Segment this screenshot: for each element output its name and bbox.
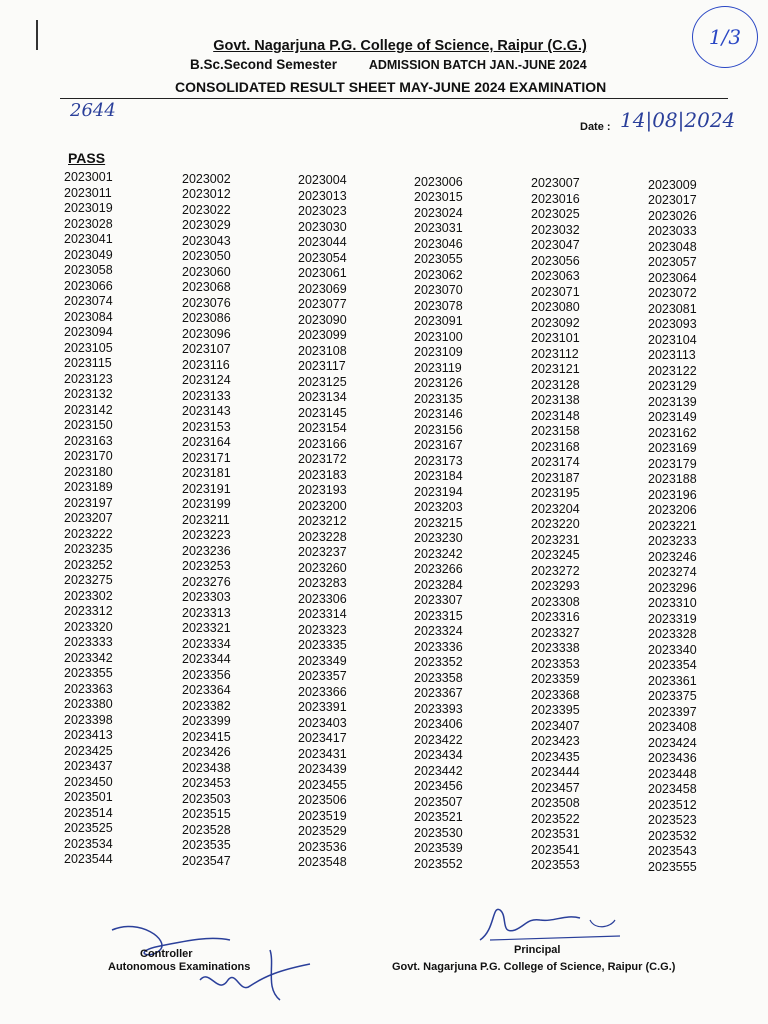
- roll-number: 2023380: [64, 697, 113, 711]
- roll-number: 2023541: [531, 842, 580, 857]
- roll-number: 2023011: [64, 185, 112, 200]
- roll-number: 2023552: [414, 856, 463, 871]
- roll-number: 2023122: [648, 363, 697, 378]
- roll-number: 2023437: [64, 759, 113, 773]
- roll-number: 2023109: [414, 345, 463, 359]
- roll-number: 2023058: [64, 263, 113, 277]
- roll-number: 2023062: [414, 267, 463, 282]
- roll-number: 2023077: [298, 297, 347, 311]
- roll-number: 2023055: [414, 252, 463, 266]
- roll-number: 2023057: [648, 255, 697, 269]
- roll-number: 2023132: [64, 387, 113, 401]
- handwritten-count: 2644: [70, 100, 116, 121]
- roll-number: 2023031: [414, 221, 463, 235]
- roll-column: [182, 172, 292, 870]
- roll-number: 2023547: [182, 853, 231, 868]
- roll-number: 2023539: [414, 841, 463, 855]
- roll-number: 2023001: [64, 170, 113, 184]
- roll-number: 2023080: [531, 300, 580, 314]
- roll-number: 2023149: [648, 410, 697, 424]
- roll-number: 2023050: [182, 249, 231, 263]
- roll-number: 2023253: [182, 559, 231, 573]
- roll-number: 2023084: [64, 309, 113, 324]
- roll-number: 2023139: [648, 394, 697, 409]
- roll-number: 2023395: [531, 703, 580, 717]
- roll-number: 2023026: [648, 208, 697, 223]
- roll-number: 2023439: [298, 762, 347, 776]
- roll-number: 2023183: [298, 467, 347, 482]
- roll-number: 2023104: [648, 332, 697, 347]
- roll-number: 2023354: [648, 658, 697, 672]
- roll-number: 2023521: [414, 810, 463, 824]
- roll-number: 2023076: [182, 295, 231, 310]
- roll-number: 2023230: [414, 531, 463, 545]
- date-label: Date :: [580, 121, 611, 133]
- roll-number: 2023426: [182, 745, 231, 759]
- roll-number: 2023512: [648, 797, 697, 812]
- roll-number: 2023056: [531, 253, 580, 268]
- roll-number: 2023391: [298, 700, 347, 714]
- roll-number: 2023431: [298, 746, 347, 761]
- roll-number: 2023170: [64, 449, 113, 463]
- roll-number: 2023522: [531, 811, 580, 826]
- roll-number: 2023164: [182, 435, 231, 449]
- roll-number: 2023507: [414, 794, 463, 809]
- roll-number: 2023015: [414, 190, 463, 204]
- roll-number: 2023310: [648, 596, 697, 610]
- roll-number: 2023358: [414, 670, 463, 685]
- roll-number: 2023355: [64, 666, 113, 680]
- roll-number: 2023203: [414, 500, 463, 514]
- roll-number: 2023434: [414, 748, 463, 762]
- roll-number: 2023081: [648, 301, 697, 316]
- roll-number: 2023423: [531, 734, 580, 748]
- roll-number: 2023382: [182, 698, 231, 713]
- roll-number: 2023138: [531, 393, 580, 407]
- roll-number: 2023338: [531, 641, 580, 655]
- roll-number: 2023022: [182, 202, 231, 217]
- page-number: 1/3: [708, 25, 742, 49]
- roll-number: 2023113: [648, 348, 696, 362]
- roll-number: 2023074: [64, 294, 113, 308]
- roll-number: 2023156: [414, 422, 463, 437]
- roll-number: 2023413: [64, 728, 113, 742]
- roll-number: 2023364: [182, 683, 231, 697]
- roll-number: 2023375: [648, 689, 697, 703]
- roll-number: 2023006: [414, 174, 463, 189]
- roll-number: 2023366: [298, 684, 347, 699]
- header-divider: [60, 98, 728, 99]
- pass-section-label: PASS: [68, 150, 106, 166]
- roll-number: 2023169: [648, 441, 697, 455]
- principal-title: Principal: [514, 944, 561, 956]
- roll-number: 2023252: [64, 557, 113, 572]
- roll-number: 2023091: [414, 314, 463, 328]
- roll-number: 2023363: [64, 681, 113, 696]
- sheet-title: CONSOLIDATED RESULT SHEET MAY-JUNE 2024 EXAMINATION: [175, 79, 607, 95]
- roll-number: 2023101: [531, 331, 580, 345]
- roll-number: 2023078: [414, 298, 463, 313]
- roll-number: 2023179: [648, 456, 697, 471]
- roll-number: 2023544: [64, 852, 113, 866]
- roll-number: 2023302: [64, 588, 113, 603]
- roll-number: 2023458: [648, 782, 697, 796]
- roll-number: 2023444: [531, 765, 580, 779]
- roll-number: 2023334: [182, 636, 231, 651]
- roll-number: 2023093: [648, 317, 697, 331]
- roll-number: 2023523: [648, 813, 697, 827]
- roll-number: 2023367: [414, 686, 463, 700]
- roll-number: 2023361: [648, 673, 697, 688]
- roll-number: 2023245: [531, 548, 580, 562]
- roll-number: 2023154: [298, 421, 347, 435]
- roll-number: 2023236: [182, 543, 231, 558]
- roll-number: 2023024: [414, 205, 463, 220]
- roll-number: 2023199: [182, 497, 231, 511]
- roll-number: 2023303: [182, 590, 231, 604]
- roll-number: 2023007: [531, 176, 580, 190]
- roll-number: 2023096: [182, 326, 231, 341]
- roll-number: 2023222: [64, 526, 113, 541]
- roll-number: 2023174: [531, 455, 580, 469]
- roll-number: 2023146: [414, 407, 463, 421]
- roll-number: 2023033: [648, 224, 697, 238]
- roll-number: 2023327: [531, 625, 580, 640]
- roll-number: 2023181: [182, 466, 231, 480]
- roll-number: 2023246: [648, 549, 697, 564]
- roll-number: 2023260: [298, 560, 347, 575]
- roll-number: 2023133: [182, 388, 231, 403]
- roll-number: 2023316: [531, 610, 580, 624]
- handwritten-date: 14|08|2024: [620, 108, 736, 132]
- roll-column: [648, 178, 758, 876]
- roll-number: 2023534: [64, 836, 113, 851]
- roll-number: 2023525: [64, 821, 113, 835]
- roll-number: 2023204: [531, 501, 580, 516]
- roll-number: 2023425: [64, 743, 113, 758]
- roll-number: 2023066: [64, 278, 113, 293]
- roll-number: 2023503: [182, 791, 231, 806]
- roll-number: 2023134: [298, 390, 347, 404]
- roll-number: 2023105: [64, 340, 113, 355]
- roll-number: 2023119: [414, 360, 462, 375]
- roll-number: 2023195: [531, 486, 580, 500]
- roll-number: 2023456: [414, 779, 463, 793]
- roll-number: 2023128: [531, 377, 580, 392]
- roll-number: 2023030: [298, 219, 347, 234]
- roll-number: 2023543: [648, 844, 697, 858]
- roll-number: 2023442: [414, 763, 463, 778]
- principal-signature: [470, 890, 630, 950]
- roll-number: 2023049: [64, 247, 113, 262]
- roll-number: 2023117: [298, 359, 346, 373]
- roll-number: 2023397: [648, 704, 697, 719]
- subheader: [190, 57, 710, 72]
- roll-number: 2023017: [648, 193, 697, 207]
- roll-number: 2023069: [298, 281, 347, 296]
- roll-number: 2023356: [182, 667, 231, 682]
- roll-number: 2023123: [64, 371, 113, 386]
- roll-number: 2023206: [648, 503, 697, 517]
- roll-number: 2023528: [182, 822, 231, 837]
- roll-number: 2023211: [182, 512, 230, 527]
- roll-number: 2023415: [182, 729, 231, 744]
- roll-number: 2023071: [531, 284, 580, 299]
- roll-number: 2023321: [182, 621, 231, 635]
- roll-number: 2023323: [298, 622, 347, 637]
- roll-number: 2023153: [182, 419, 231, 434]
- roll-number: 2023274: [648, 565, 697, 579]
- roll-number: 2023004: [298, 173, 347, 187]
- roll-number: 2023061: [298, 266, 347, 280]
- roll-number: 2023072: [648, 286, 697, 300]
- roll-number: 2023167: [414, 438, 463, 452]
- roll-number: 2023142: [64, 402, 113, 417]
- roll-number: 2023019: [64, 201, 113, 215]
- roll-number: 2023223: [182, 528, 231, 542]
- principal-block: [392, 942, 675, 976]
- roll-number: 2023532: [648, 828, 697, 843]
- roll-number: 2023312: [64, 604, 113, 618]
- roll-number: 2023188: [648, 472, 697, 486]
- roll-number: 2023099: [298, 328, 347, 342]
- roll-number: 2023314: [298, 607, 347, 621]
- roll-number: 2023422: [414, 732, 463, 747]
- roll-number: 2023124: [182, 373, 231, 387]
- margin-mark: [36, 20, 38, 50]
- roll-number: 2023398: [64, 712, 113, 727]
- roll-number: 2023041: [64, 232, 113, 246]
- roll-number: 2023536: [298, 839, 347, 854]
- roll-number: 2023231: [531, 532, 580, 547]
- roll-number: 2023296: [648, 580, 697, 595]
- roll-number: 2023212: [298, 514, 347, 528]
- roll-number: 2023108: [298, 343, 347, 358]
- roll-number: 2023023: [298, 204, 347, 218]
- roll-number: 2023166: [298, 436, 347, 451]
- roll-number: 2023368: [531, 687, 580, 702]
- roll-number: 2023283: [298, 576, 347, 590]
- roll-number: 2023112: [531, 346, 579, 361]
- roll-number: 2023407: [531, 718, 580, 733]
- roll-number: 2023032: [531, 222, 580, 237]
- roll-number: 2023393: [414, 701, 463, 716]
- roll-number: 2023060: [182, 264, 231, 279]
- roll-number: 2023233: [648, 534, 697, 548]
- roll-number: 2023530: [414, 825, 463, 840]
- roll-column: [64, 170, 174, 868]
- roll-number: 2023342: [64, 650, 113, 665]
- roll-number: 2023187: [531, 470, 580, 485]
- roll-number: 2023519: [298, 808, 347, 823]
- roll-number: 2023135: [414, 391, 463, 406]
- college-name: Govt. Nagarjuna P.G. College of Science, Raipur (C.G.): [213, 38, 587, 54]
- roll-number: 2023121: [531, 362, 580, 376]
- roll-number: 2023196: [648, 487, 697, 502]
- roll-number: 2023353: [531, 656, 580, 671]
- roll-number: 2023145: [298, 405, 347, 420]
- roll-number: 2023168: [531, 439, 580, 454]
- roll-number: 2023436: [648, 751, 697, 765]
- roll-number: 2023173: [414, 453, 463, 468]
- roll-number: 2023276: [182, 574, 231, 589]
- roll-number: 2023450: [64, 774, 113, 789]
- roll-number: 2023158: [531, 424, 580, 438]
- roll-number: 2023070: [414, 283, 463, 297]
- roll-number: 2023163: [64, 433, 113, 448]
- roll-number-grid: [64, 170, 724, 874]
- roll-number: 2023315: [414, 608, 463, 623]
- roll-number: 2023215: [414, 515, 463, 530]
- roll-number: 2023094: [64, 325, 113, 339]
- roll-number: 2023228: [298, 529, 347, 544]
- roll-number: 2023237: [298, 545, 347, 559]
- roll-number: 2023002: [182, 171, 231, 186]
- roll-number: 2023016: [531, 191, 580, 206]
- roll-number: 2023408: [648, 720, 697, 734]
- roll-number: 2023148: [531, 408, 580, 423]
- roll-number: 2023406: [414, 717, 463, 731]
- roll-number: 2023090: [298, 312, 347, 327]
- roll-number: 2023221: [648, 518, 697, 533]
- roll-number: 2023352: [414, 655, 463, 669]
- roll-number: 2023328: [648, 627, 697, 641]
- roll-number: 2023197: [64, 495, 113, 510]
- roll-number: 2023194: [414, 484, 463, 499]
- roll-number: 2023044: [298, 235, 347, 249]
- roll-number: 2023531: [531, 827, 580, 841]
- roll-number: 2023399: [182, 714, 231, 728]
- roll-number: 2023448: [648, 766, 697, 781]
- roll-number: 2023063: [531, 269, 580, 283]
- roll-number: 2023107: [182, 342, 231, 356]
- roll-number: 2023272: [531, 563, 580, 578]
- roll-number: 2023048: [648, 239, 697, 254]
- roll-column: [414, 175, 524, 873]
- roll-number: 2023054: [298, 250, 347, 265]
- roll-number: 2023555: [648, 859, 697, 874]
- roll-number: 2023553: [531, 858, 580, 872]
- roll-number: 2023126: [414, 376, 463, 390]
- semester-label: B.Sc.Second Semester: [190, 57, 338, 72]
- roll-number: 2023453: [182, 776, 231, 790]
- roll-number: 2023457: [531, 780, 580, 795]
- roll-number: 2023548: [298, 855, 347, 869]
- roll-number: 2023515: [182, 807, 231, 821]
- roll-number: 2023324: [414, 624, 463, 638]
- roll-number: 2023143: [182, 404, 231, 418]
- controller-block: [108, 948, 250, 974]
- roll-number: 2023284: [414, 577, 463, 592]
- roll-number: 2023129: [648, 379, 697, 393]
- roll-number: 2023308: [531, 594, 580, 609]
- roll-column: [531, 176, 641, 874]
- roll-number: 2023046: [414, 236, 463, 251]
- roll-number: 2023191: [182, 481, 231, 496]
- roll-number: 2023293: [531, 579, 580, 593]
- roll-number: 2023064: [648, 270, 697, 285]
- roll-number: 2023313: [182, 605, 231, 620]
- roll-number: 2023335: [298, 638, 347, 652]
- roll-number: 2023047: [531, 238, 580, 252]
- roll-number: 2023275: [64, 573, 113, 587]
- roll-number: 2023028: [64, 216, 113, 231]
- roll-column: [298, 173, 408, 871]
- roll-number: 2023029: [182, 218, 231, 232]
- roll-number: 2023508: [531, 796, 580, 810]
- controller-subtitle: Autonomous Examinations: [108, 961, 251, 973]
- roll-number: 2023333: [64, 635, 113, 649]
- roll-number: 2023116: [182, 357, 230, 372]
- roll-number: 2023150: [64, 418, 113, 432]
- roll-number: 2023359: [531, 672, 580, 686]
- controller-title: Controller: [140, 948, 193, 960]
- roll-number: 2023242: [414, 546, 463, 561]
- roll-number: 2023336: [414, 639, 463, 654]
- principal-subtitle: Govt. Nagarjuna P.G. College of Science, Raipur (C.G.): [392, 961, 676, 973]
- roll-number: 2023012: [182, 187, 231, 201]
- roll-number: 2023357: [298, 669, 347, 683]
- roll-number: 2023514: [64, 805, 113, 820]
- roll-number: 2023501: [64, 790, 113, 804]
- roll-number: 2023340: [648, 642, 697, 657]
- roll-number: 2023009: [648, 177, 697, 192]
- roll-number: 2023529: [298, 824, 347, 838]
- roll-number: 2023086: [182, 311, 231, 325]
- roll-number: 2023189: [64, 480, 113, 494]
- roll-number: 2023013: [298, 188, 347, 203]
- roll-number: 2023403: [298, 715, 347, 730]
- roll-number: 2023172: [298, 452, 347, 466]
- roll-number: 2023344: [182, 652, 231, 666]
- roll-number: 2023092: [531, 315, 580, 330]
- roll-number: 2023320: [64, 619, 113, 634]
- roll-number: 2023193: [298, 483, 347, 497]
- roll-number: 2023417: [298, 731, 347, 745]
- roll-number: 2023043: [182, 233, 231, 248]
- roll-number: 2023266: [414, 562, 463, 576]
- roll-number: 2023068: [182, 280, 231, 294]
- batch-label: ADMISSION BATCH JAN.-JUNE 2024: [368, 58, 587, 72]
- roll-number: 2023025: [531, 207, 580, 221]
- roll-number: 2023435: [531, 749, 580, 764]
- roll-number: 2023535: [182, 838, 231, 852]
- roll-number: 2023171: [182, 450, 231, 465]
- roll-number: 2023200: [298, 498, 347, 513]
- roll-number: 2023207: [64, 511, 113, 525]
- roll-number: 2023162: [648, 425, 697, 440]
- roll-number: 2023319: [648, 611, 697, 626]
- roll-number: 2023307: [414, 593, 463, 607]
- roll-number: 2023455: [298, 777, 347, 792]
- roll-number: 2023306: [298, 591, 347, 606]
- roll-number: 2023349: [298, 653, 347, 668]
- roll-number: 2023184: [414, 469, 463, 483]
- roll-number: 2023125: [298, 374, 347, 389]
- roll-number: 2023506: [298, 793, 347, 807]
- roll-number: 2023438: [182, 760, 231, 775]
- roll-number: 2023235: [64, 542, 113, 556]
- roll-number: 2023100: [414, 329, 463, 344]
- roll-number: 2023180: [64, 464, 113, 479]
- roll-number: 2023424: [648, 735, 697, 750]
- roll-number: 2023220: [531, 517, 580, 531]
- roll-number: 2023115: [64, 356, 112, 370]
